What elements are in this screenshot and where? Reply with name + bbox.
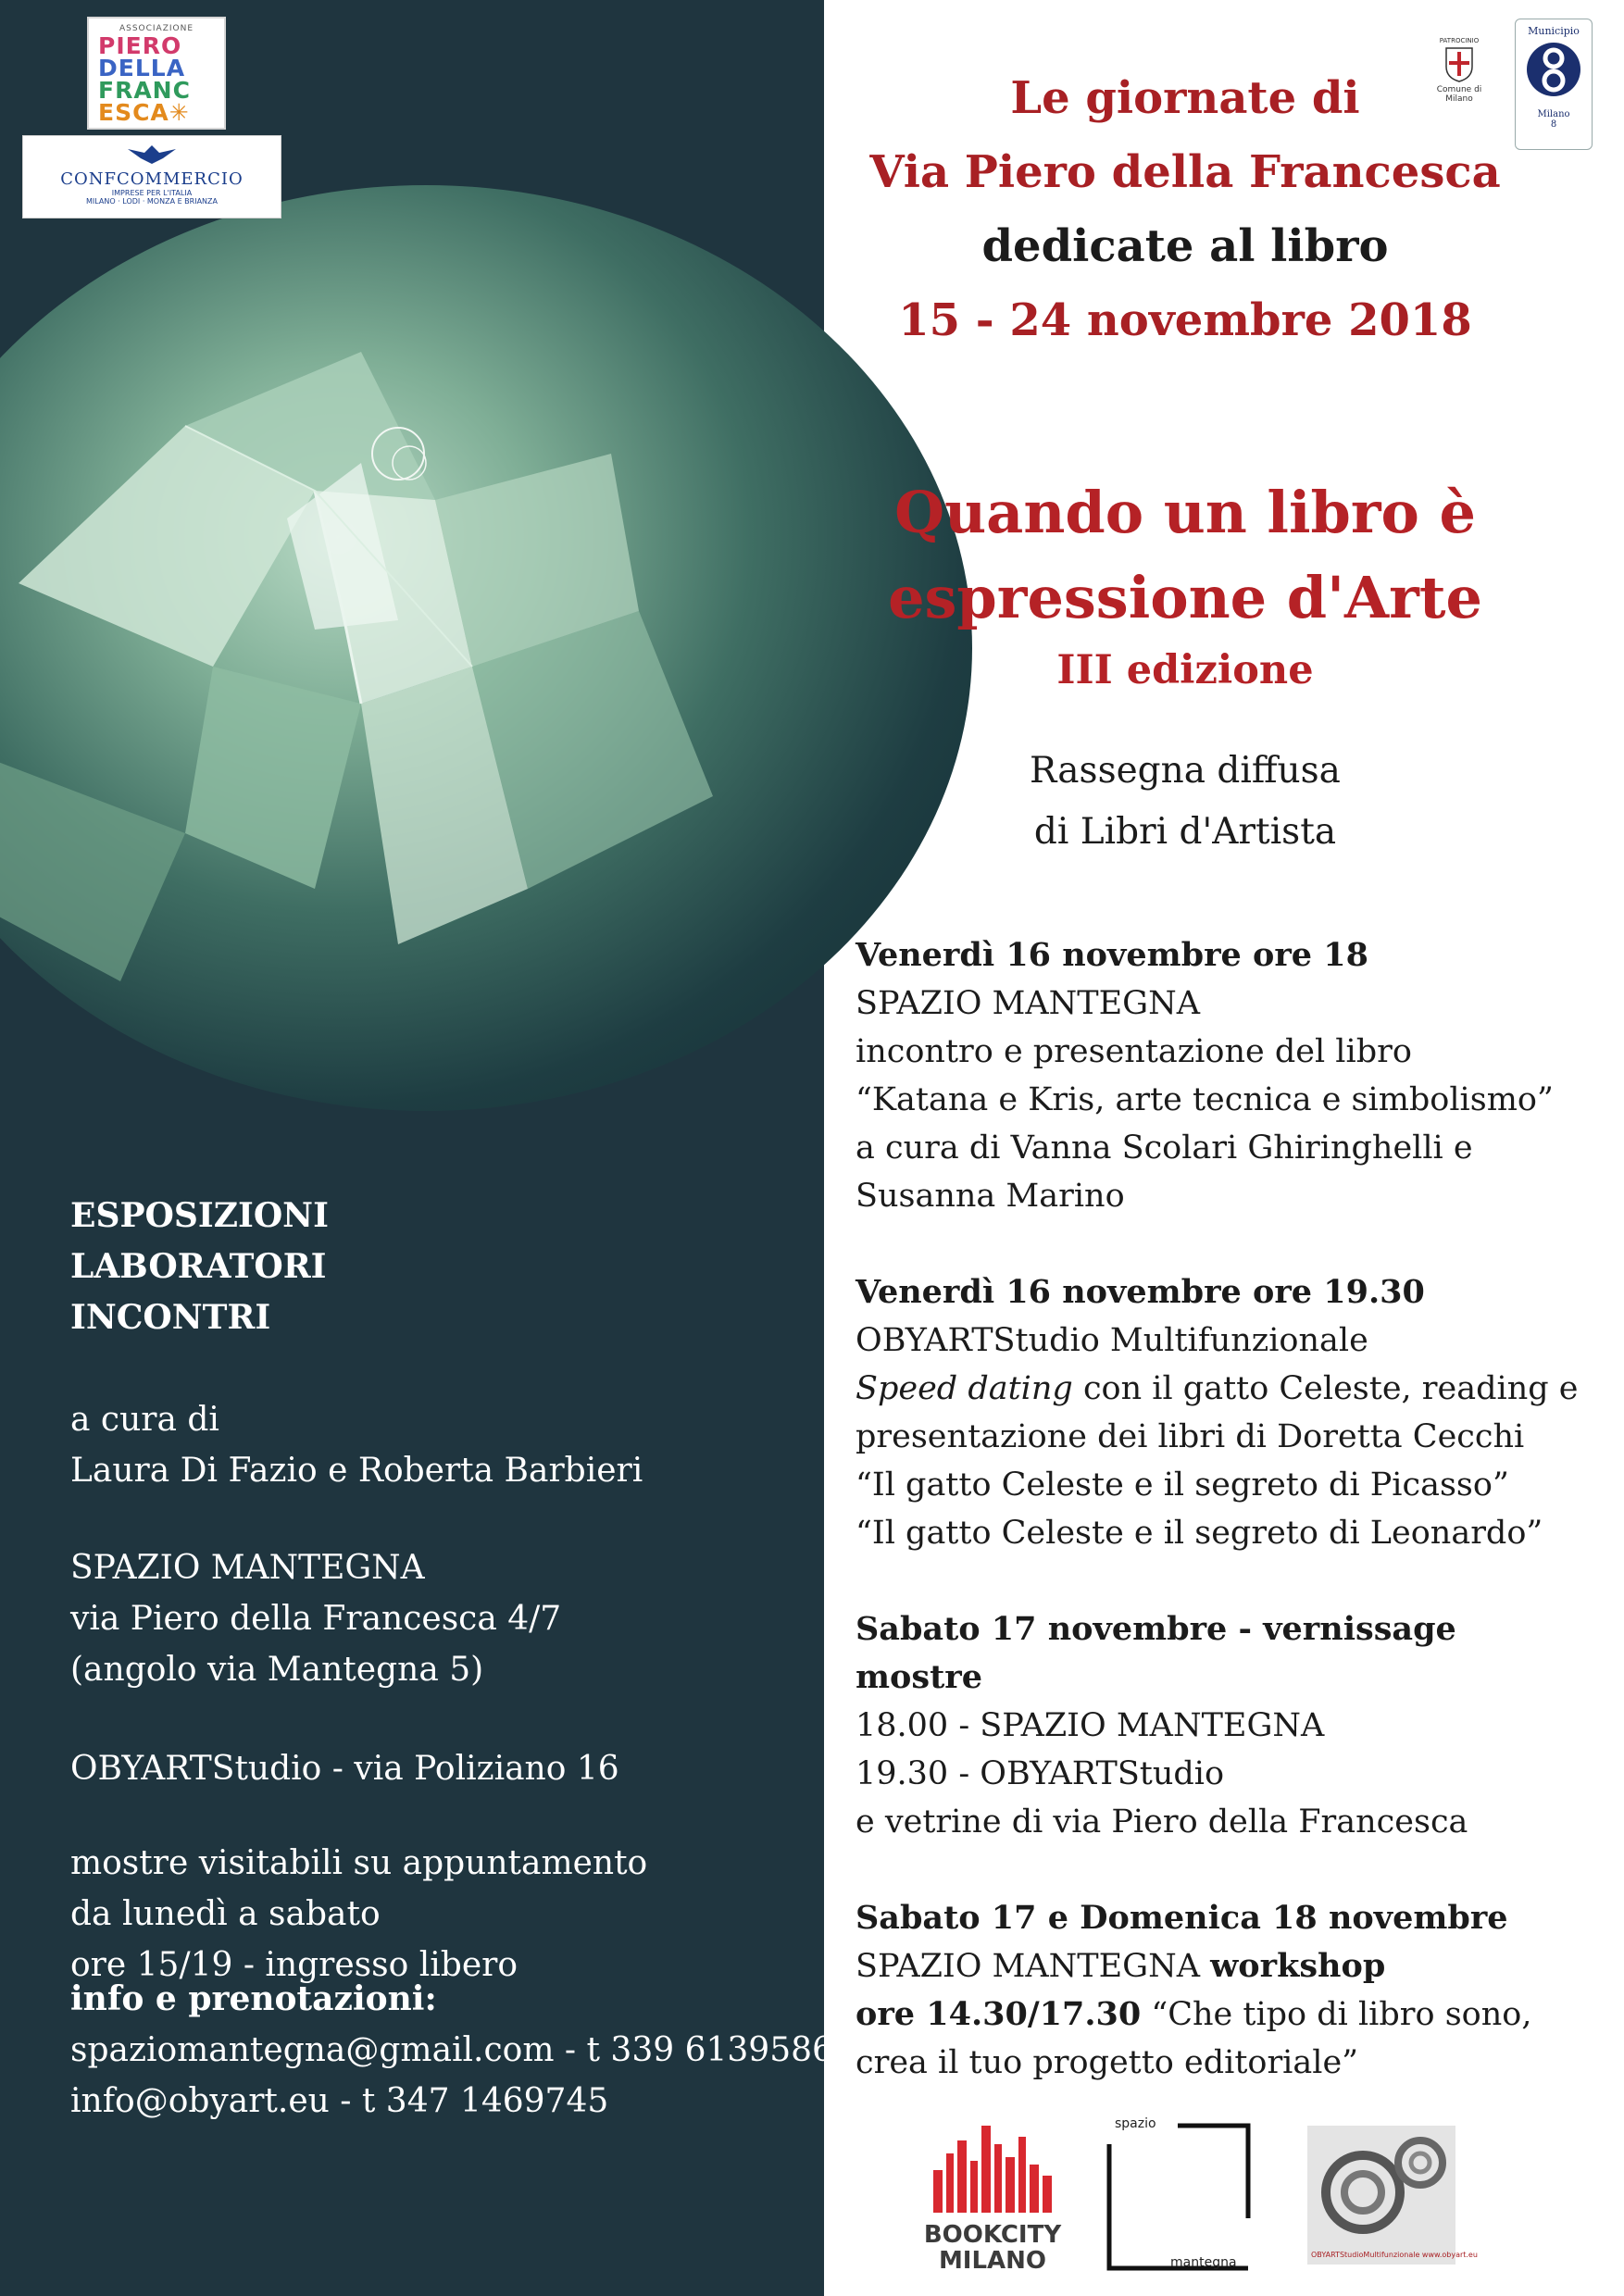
municipio-label: Municipio: [1528, 25, 1580, 37]
confcommercio-name: CONFCOMMERCIO: [60, 169, 244, 189]
info-label: info e prenotazioni:: [70, 1979, 437, 2018]
event-line: [856, 1990, 1559, 2039]
event-line: 18.00 - SPAZIO MANTEGNA: [856, 1707, 1325, 1744]
event-line: [856, 1942, 1559, 1990]
header-line-3: dedicate al libro: [981, 220, 1389, 272]
curators-names: Laura Di Fazio e Roberta Barbieri: [70, 1452, 643, 1490]
event-item: [856, 1894, 1559, 2087]
municipio-number: 8: [1550, 119, 1557, 130]
spazio-logo-bottom: mantegna: [1170, 2255, 1237, 2270]
contact-info: [70, 1974, 833, 2127]
event-line: incontro e presentazione del libro: [856, 1033, 1412, 1070]
bookcity-line-2: MILANO: [938, 2247, 1047, 2275]
curated-label: a cura di: [70, 1401, 219, 1439]
event-line-rest: con il gatto Celeste, reading e: [1072, 1370, 1579, 1407]
venue-spazio-mantegna: [70, 1542, 561, 1695]
spazio-mantegna-logo: [1104, 2116, 1255, 2274]
comune-label: Comune di Milano: [1436, 85, 1482, 104]
municipio-city: Milano: [1537, 109, 1570, 119]
bookcity-line-1: BOOKCITY: [923, 2221, 1062, 2249]
event-date: Venerdì 16 novembre ore 19.30: [856, 1273, 1425, 1311]
event-line: SPAZIO MANTEGNA: [856, 985, 1201, 1022]
event-line: “Katana e Kris, arte tecnica e simbolismo”: [856, 1081, 1554, 1118]
event-date: Sabato 17 e Domenica 18 novembre: [856, 1899, 1508, 1937]
piero-della-francesca-logo: [87, 17, 226, 130]
piero-logo-line: PIERO: [98, 32, 182, 59]
bookcity-milano-logo: [900, 2116, 1085, 2274]
event-line: “Il gatto Celeste e il segreto di Leonardo”: [856, 1515, 1543, 1552]
rassegna-line-2: di Libri d'Artista: [1033, 811, 1337, 853]
venue-address: via Piero della Francesca 4/7: [70, 1600, 562, 1638]
piero-logo-line: ESCA✳: [98, 99, 190, 126]
rassegna-line-1: Rassegna diffusa: [1030, 750, 1341, 792]
event-line: e vetrine di via Piero della Francesca: [856, 1803, 1468, 1841]
header-dates: 15 - 24 novembre 2018: [898, 294, 1472, 346]
activity-item: ESPOSIZIONI: [70, 1196, 329, 1235]
confcommercio-sub: IMPRESE PER L'ITALIA: [111, 189, 193, 197]
eagle-icon: [23, 142, 281, 169]
main-title: [833, 470, 1537, 700]
curators-block: [70, 1394, 643, 1496]
event-line-plain: “Che tipo di libro sono,: [1141, 1996, 1532, 2033]
event-line-italic: Speed dating: [856, 1370, 1073, 1407]
obyart-logo: [1307, 2126, 1478, 2265]
event-line-plain: SPAZIO MANTEGNA: [856, 1948, 1211, 1985]
event-line: OBYARTStudio Multifunzionale: [856, 1322, 1368, 1359]
activities-list: [70, 1191, 329, 1343]
contact-spazio-mantegna[interactable]: spaziomantegna@gmail.com - t 339 6139586: [70, 2031, 833, 2069]
event-item: [856, 1268, 1579, 1557]
artwork-image: [0, 185, 972, 1111]
hours-line: da lunedì a sabato: [70, 1895, 381, 1933]
piero-logo-line: FRANC: [98, 77, 191, 104]
spazio-logo-top: spazio: [1115, 2116, 1156, 2131]
event-item: [856, 1605, 1559, 1846]
edition-label: III edizione: [1056, 647, 1314, 693]
event-line: crea il tuo progetto editoriale”: [856, 2044, 1359, 2081]
venue-obyart: OBYARTStudio - via Poliziano 16: [70, 1750, 619, 1788]
event-date: Venerdì 16 novembre ore 18: [856, 936, 1368, 974]
bookcity-skyline-icon: [928, 2116, 1057, 2218]
event-line: Susanna Marino: [856, 1178, 1125, 1215]
confcommercio-logo: [22, 135, 281, 218]
events-program: [856, 931, 1579, 2135]
obyart-caption: OBYARTStudioMultifunzionale www.obyart.eu: [1311, 2251, 1478, 2259]
contact-obyart[interactable]: info@obyart.eu - t 347 1469745: [70, 2082, 609, 2120]
obyart-spiral-icon: [1307, 2126, 1455, 2265]
opening-hours: [70, 1838, 647, 1990]
event-line: “Il gatto Celeste e il segreto di Picasso”: [856, 1466, 1509, 1504]
event-item: [856, 931, 1559, 1220]
spazio-frame-icon: [1104, 2116, 1255, 2274]
event-date: Sabato 17 novembre - vernissage mostre: [856, 1610, 1456, 1696]
rassegna-subtitle: [833, 741, 1537, 863]
piero-logo-association: ASSOCIAZIONE: [119, 24, 194, 33]
piero-logo-wordmark: [89, 33, 224, 126]
event-line: presentazione dei libri di Doretta Cecchi: [856, 1418, 1525, 1455]
header-line-2: Via Piero della Francesca: [869, 146, 1501, 198]
event-header: [833, 61, 1537, 357]
title-line-1: Quando un libro è: [894, 479, 1476, 546]
venue-name: SPAZIO MANTEGNA: [70, 1549, 425, 1587]
event-line: 19.30 - OBYARTStudio: [856, 1755, 1225, 1792]
hours-line: mostre visitabili su appuntamento: [70, 1844, 648, 1882]
patrocinio-label: PATROCINIO: [1439, 37, 1480, 44]
hours-line: ore 15/19 - ingresso libero: [70, 1946, 518, 1984]
title-line-2: espressione d'Arte: [888, 564, 1482, 631]
event-line-bold: workshop: [1210, 1947, 1386, 1985]
event-line: a cura di Vanna Scolari Ghiringhelli e: [856, 1129, 1473, 1167]
piero-logo-line: DELLA: [98, 55, 186, 81]
confcommercio-area: MILANO · LODI · MONZA E BRIANZA: [86, 197, 218, 206]
activity-item: LABORATORI: [70, 1247, 327, 1286]
event-line-bold: ore 14.30/17.30: [856, 1995, 1142, 2033]
activity-item: INCONTRI: [70, 1298, 271, 1337]
header-line-1: Le giornate di: [1010, 72, 1360, 124]
venue-corner: (angolo via Mantegna 5): [70, 1651, 484, 1689]
event-line: [856, 1365, 1579, 1413]
